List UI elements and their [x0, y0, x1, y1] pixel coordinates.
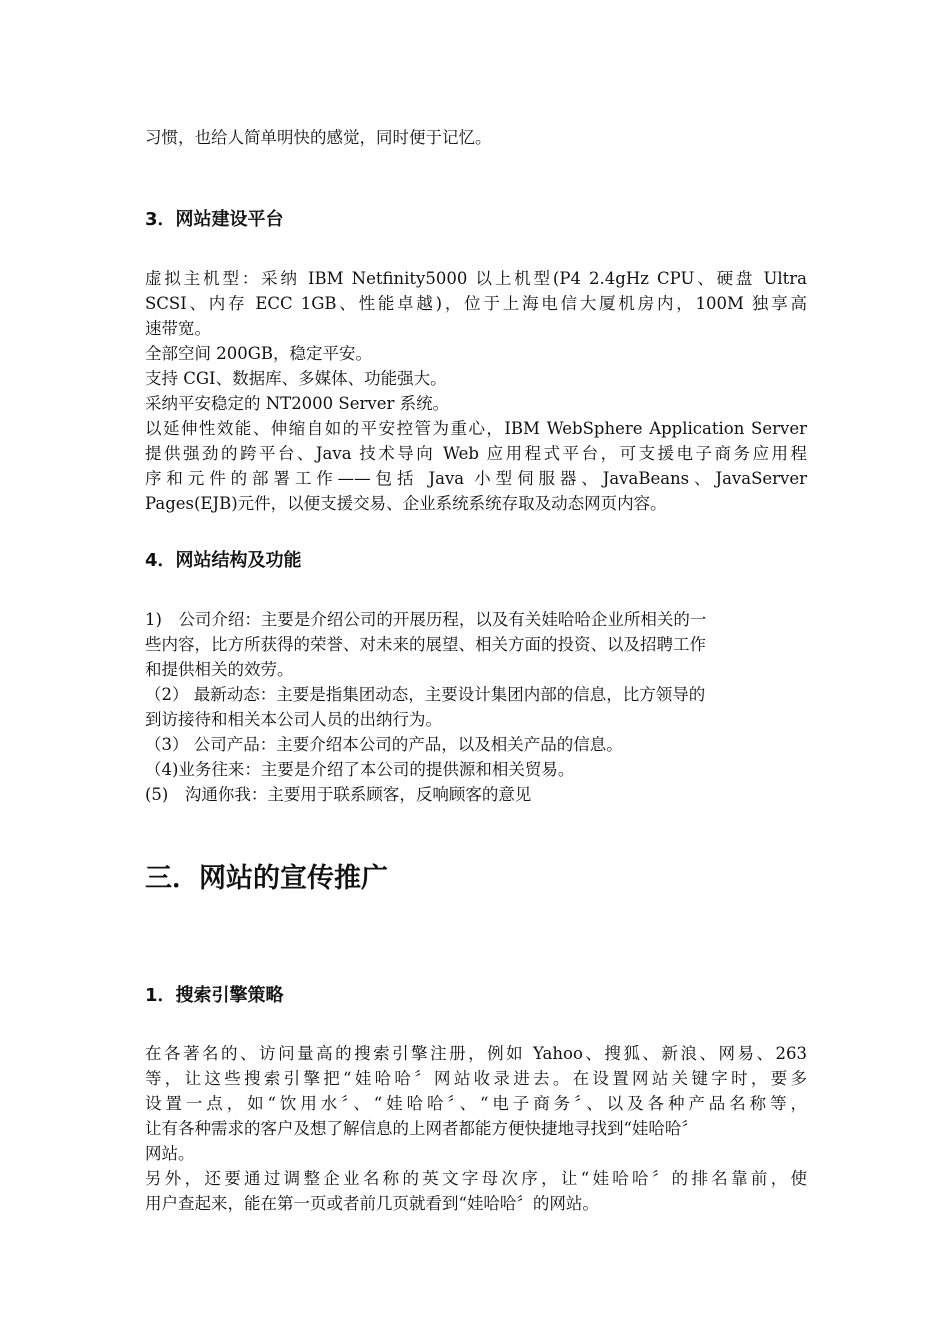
paragraph-line: 支持 CGI、数据库、多媒体、功能强大。	[145, 369, 447, 388]
list-item-line: 和提供相关的效劳。	[145, 660, 294, 679]
paragraph-line: SCSI、内存 ECC 1GB、性能卓越)，位于上海电信大厦机房内，100M 独享高	[145, 294, 807, 313]
list-item-line: 些内容，比方所获得的荣誉、对未来的展望、相关方面的投资、以及招聘工作	[145, 635, 706, 654]
paragraph-line: 等，让这些搜索引擎把“娃哈哈〞网站收录进去。在设置网站关键字时，要多	[145, 1069, 807, 1088]
list-item-line: （3） 公司产品：主要介绍本公司的产品，以及相关产品的信息。	[145, 735, 623, 754]
list-item-line: （4)业务往来：主要是介绍了本公司的提供源和相关贸易。	[145, 760, 575, 779]
paragraph-line: 网站。	[145, 1144, 195, 1163]
list-item-line: (5) 沟通你我：主要用于联系顾客，反响顾客的意见	[145, 785, 532, 804]
list-item-line: 1) 公司介绍：主要是介绍公司的开展历程，以及有关娃哈哈企业所相关的一	[145, 610, 707, 629]
paragraph-line: 在各著名的、访问量高的搜索引擎注册，例如 Yahoo、搜狐、新浪、网易、263	[145, 1044, 807, 1063]
paragraph-line: 设置一点，如“饮用水〞、“娃哈哈〞、“电子商务〞、以及各种产品名称等，	[145, 1094, 807, 1113]
paragraph-line: 用户查起来，能在第一页或者前几页就看到“娃哈哈〞的网站。	[145, 1194, 599, 1213]
section-heading-platform: 3．网站建设平台	[145, 209, 284, 230]
paragraph-line: 另外，还要通过调整企业名称的英文字母次序，让“娃哈哈〞的排名靠前，使	[145, 1169, 807, 1188]
paragraph-line: Pages(EJB)元件，以便支援交易、企业系统系统存取及动态网页内容。	[145, 494, 667, 513]
list-item-line: 到访接待和相关本公司人员的出纳行为。	[145, 710, 442, 729]
paragraph-line: 提供强劲的跨平台、Java 技术导向 Web 应用程式平台，可支援电子商务应用程	[145, 444, 807, 463]
paragraph-line: 让有各种需求的客户及想了解信息的上网者都能方便快捷地寻找到“娃哈哈〞	[145, 1119, 698, 1138]
paragraph-line: 采纳平安稳定的 NT2000 Server 系统。	[145, 394, 450, 413]
list-item-line: （2） 最新动态：主要是指集团动态，主要设计集团内部的信息，比方领导的	[145, 685, 706, 704]
chapter-heading-promotion: 三．网站的宣传推广	[145, 863, 388, 894]
section-heading-structure: 4．网站结构及功能	[145, 550, 302, 571]
paragraph-line: 习惯，也给人简单明快的感觉，同时便于记忆。	[145, 128, 492, 147]
paragraph-line: 全部空间 200GB，稳定平安。	[145, 344, 373, 363]
paragraph-line: 速带宽。	[145, 319, 211, 338]
paragraph-line: 虚拟主机型：采纳 IBM Netfinity5000 以上机型(P4 2.4gHz CPU、硬盘 Ultra	[145, 269, 807, 288]
paragraph-line: 序和元件的部署工作——包括 Java 小型伺服器、JavaBeans、JavaServer	[145, 469, 807, 488]
section-heading-search-engine: 1．搜索引擎策略	[145, 985, 284, 1006]
paragraph-line: 以延伸性效能、伸缩自如的平安控管为重心，IBM WebSphere Application Server	[145, 419, 807, 438]
